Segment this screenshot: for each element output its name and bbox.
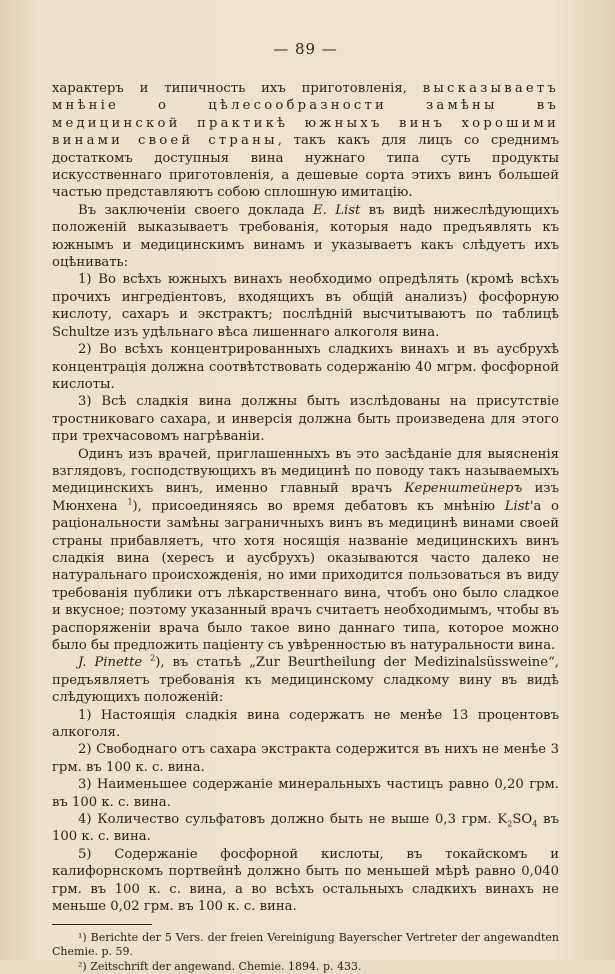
text-run: въ 100 к. с. вина. [52, 812, 559, 844]
list-item-1: 1) Во всѣхъ южныхъ винахъ необходимо опредѣлять (кромѣ всѣхъ прочихъ ингредіентовъ, входящихъ въ общій анализъ) фосфорную кислоту, сахаръ и экстрактъ; послѣдній высчитываютъ по таблицѣ Schultze изъ удѣльнаго вѣса лишеннаго алкоголя вина. [52, 271, 559, 341]
page-number: — 89 — [52, 40, 559, 58]
subscript: 2 [507, 820, 512, 829]
list-item-3: 3) Всѣ сладкія вина должны быть изслѣдованы на присутствіе тростниковаго сахара, и инверсія должна быть произведена для этого при трехчасовомъ нагрѣваніи. [52, 393, 559, 445]
text-run: въ видѣ нижеслѣдующихъ положеній выказываетъ требованія, которыя надо предъявлять къ южнымъ и медицинскимъ винамъ и указываетъ какъ слѣдуетъ ихъ оцѣнивать: [52, 203, 559, 270]
author-name: J. Pinette [78, 655, 142, 670]
text-run: характеръ и типичность ихъ приготовленія, [52, 81, 423, 96]
list-item-5: 2) Свободнаго отъ сахара экстракта содержится въ нихъ не менѣе 3 грм. въ 100 к. с. вина. [52, 741, 559, 776]
list-item-4: 1) Настоящія сладкія вина содержатъ не менѣе 13 процентовъ алкоголя. [52, 707, 559, 742]
text-run: 4) Количество сульфатовъ должно быть не выше 0,3 грм. K [78, 812, 507, 827]
text-run: SO [512, 812, 532, 827]
footnote-2: ²) Zeitschrift der angewand. Chemie. 1894. p. 433. [52, 960, 559, 974]
footnote-1: ¹) Berichte der 5 Vers. der freien Vereinigung Bayerscher Vertreter der angewandten Chemie. p. 59. [52, 931, 559, 960]
text-run: изъ Мюнхена [52, 481, 559, 513]
author-name: List [505, 499, 530, 514]
list-item-7 [52, 811, 559, 846]
text-run: Одинъ изъ врачей, приглашенныхъ въ это засѣданіе для выясненія взглядовъ, господствующихъ въ медицинѣ по поводу такъ называемыхъ медицинскихъ винъ, именно главный врачъ [52, 447, 559, 497]
text-run [142, 655, 150, 670]
list-item-2: 2) Во всѣхъ концентрированныхъ сладкихъ винахъ и въ аусбрухѣ концентрація должна соотвѣтствовать содержанію 40 мгрм. фосфорной кислоты. [52, 341, 559, 393]
footnote-ref: 2 [150, 654, 155, 663]
text-run: ), въ статьѣ „Zur Beurtheilung der Medizinalsüssweine“, предъявляетъ требованія къ медицинскому сладкому вину въ видѣ слѣдующихъ положеній: [52, 655, 559, 705]
author-name: E. List [313, 203, 360, 218]
text-run: Въ заключеніи своего доклада [78, 203, 313, 218]
spaced-text: высказываетъ мнѣніе о цѣлесообразности замѣны въ медицинской практикѣ южныхъ винъ хорошими винами своей страны [52, 81, 559, 148]
text-run: ), присоединяясь во время дебатовъ къ мнѣнію [133, 499, 505, 514]
paragraph-1 [52, 80, 559, 202]
paragraph-4 [52, 654, 559, 706]
footnote-ref: 1 [127, 497, 132, 506]
subscript: 4 [532, 820, 537, 829]
body-text [52, 80, 559, 916]
list-item-8: 5) Содержаніе фосфорной кислоты, въ токайскомъ и калифорнскомъ портвейнѣ должно быть по меньшей мѣрѣ равно 0,040 грм. въ 100 к. с. вина, а во всѣхъ остальныхъ сладкихъ винахъ не меньше 0,02 грм. въ 100 к. с. вина. [52, 846, 559, 916]
list-item-6: 3) Наименьшее содержаніе минеральныхъ частицъ равно 0,20 грм. въ 100 к. с. вина. [52, 776, 559, 811]
footnote-divider [52, 924, 152, 925]
text-run: 'а о раціональности замѣны заграничныхъ винъ въ медицинѣ винами своей страны прибавляетъ, что хотя носящія названіе медицинскихъ винъ сладкія вина (хересъ и аусбрухъ) оказываются часто далеко не натуральнаго происхожденія, но ими приходится пользоваться въ виду требованія публики отъ лѣкарственнаго вина, чтобъ оно было сладкое и вкусное; поэтому указанный врачъ считаетъ необходимымъ, чтобы въ распоряженіи врача было такое вино даннаго типа, которое можно было бы предложить паціенту съ увѣренностью въ натуральности вина. [52, 499, 559, 653]
footnotes [52, 931, 559, 974]
author-name: Керенштейнеръ [404, 481, 522, 496]
paragraph-2 [52, 202, 559, 272]
text-run: , такъ какъ для лицъ со среднимъ достаткомъ доступныя вина нужнаго типа суть продукты искусственнаго приготовленія, а дешевые сорта этихъ винъ большей частью представляютъ собою сплошную имитацію. [52, 133, 559, 200]
paragraph-3 [52, 446, 559, 655]
